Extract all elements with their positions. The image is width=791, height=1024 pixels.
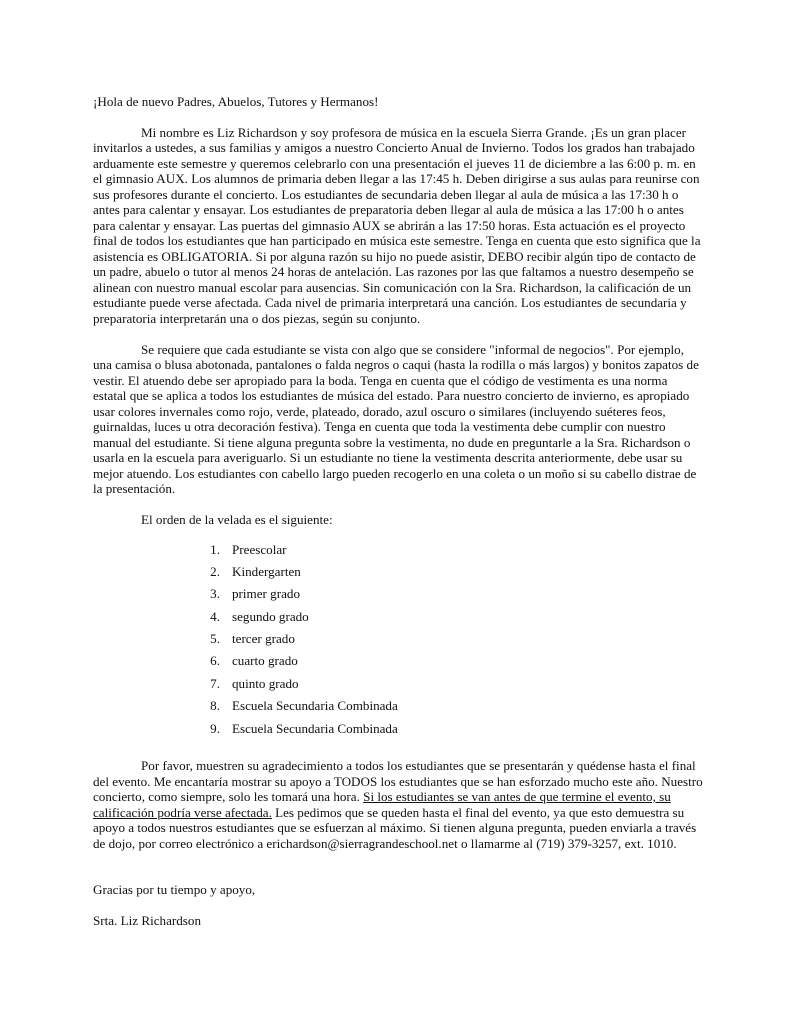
list-item-number: 5. [210,631,220,647]
list-item-label: quinto grado [232,675,299,691]
list-item [205,631,703,653]
paragraph-dress-code: Se requiere que cada estudiante se vista con algo que se considere "informal de negocios". Por ejemplo, una camisa o blusa abotonada, pantalones o falda negros o caqui (hasta la rodilla o más largos) y bonitos zapatos de vestir. El atuendo debe ser apropiado para la boda. Tenga en cuenta que el código de vestimenta es una norma estatal que se aplica a todos los estudiantes de música del estado. Para nuestro concierto de invierno, es apropiado usar colores invernales como rojo, verde, plateado, dorado, azul oscuro o similares (incluyendo suéteres feos, guirnaldas, luces u otra decoración festiva). Tenga en cuenta que toda la vestimenta debe cumplir con nuestro manual del estudiante. Si tiene alguna pregunta sobre la vestimenta, no dude en preguntarle a la Sra. Richardson o usarla en la escuela para averiguarlo. Si un estudiante no tiene la vestimenta descrita anteriormente, debe usar su mejor atuendo. Los estudiantes con cabello largo pueden recogerlo en una coleta o un moño si su cabello distrae de la presentación. [93,341,699,496]
list-item [205,564,703,586]
list-item [205,586,703,608]
list-item [205,542,703,564]
list-item-number: 9. [210,720,220,736]
paragraph-concert-intro: Mi nombre es Liz Richardson y soy profesora de música en la escuela Sierra Grande. ¡Es un gran placer invitarlos a ustedes, a sus familias y amigos a nuestro Concierto Anual de Invierno. Todos los grados han trabajado arduamente este semestre y queremos celebrarlo con una presentación el jueves 11 de diciembre a las 6:00 p. m. en el gimnasio AUX. Los alumnos de primaria deben llegar a las 17:45 h. Deben dirigirse a sus aulas para reunirse con sus profesores durante el concierto. Los estudiantes de secundaria deben llegar al aula de música a las 17:30 h o antes para calentar y ensayar. Los estudiantes de preparatoria deben llegar al aula de música a las 17:00 h o antes para calentar y ensayar. Las puertas del gimnasio AUX se abrirán a las 17:50 horas. Esta actuación es el proyecto final de todos los estudiantes que han participado en música este semestre. Tenga en cuenta que esto significa que la asistencia es OBLIGATORIA. Si por alguna razón su hijo no puede asistir, DEBO recibir algún tipo de contacto de un padre, abuelo o tutor al menos 24 horas de antelación. Las razones por las que faltamos a nuestro desempeño se alinean con nuestro manual escolar para ausencias. Sin comunicación con la Sra. Richardson, la calificación de un estudiante puede verse afectada. Cada nivel de primaria interpretará una canción. Los estudiantes de secundaria y preparatoria interpretarán una o dos piezas, según su conjunto. [93,124,701,326]
list-item-label: Escuela Secundaria Combinada [232,720,398,736]
list-item-label: Escuela Secundaria Combinada [232,698,398,714]
list-item [205,653,703,675]
signature: Srta. Liz Richardson [93,913,201,929]
list-item-label: Kindergarten [232,563,301,579]
list-item [205,676,703,698]
order-list [93,542,703,744]
list-item-number: 1. [210,541,220,557]
list-item-number: 4. [210,608,220,624]
list-item-number: 7. [210,675,220,691]
list-item-number: 8. [210,698,220,714]
list-item-number: 6. [210,653,220,669]
list-item-number: 2. [210,563,220,579]
paragraph-attendance [93,758,703,851]
list-item-label: cuarto grado [232,653,298,669]
list-item [205,609,703,631]
paragraph-attendance-text: Por favor, muestren su agradecimiento a todos los estudiantes que se presentarán y quédense hasta el final del evento. Me encantaría mostrar su apoyo a TODOS los estudiantes que se han esforzado mucho este año. Nuestro concierto, como siempre, solo les tomará una hora. [93,758,703,805]
closing: Gracias por tu tiempo y apoyo, [93,882,256,898]
letter-page [93,94,703,929]
paragraph-attendance-contact: Les pedimos que se queden hasta el final del evento, ya que esto demuestra su apoyo a todos nuestros estudiantes que se esfuerzan al máximo. Si tienen alguna pregunta, pueden enviarla a través de dojo, por correo electrónico a erichardson@sierragrandeschool.net o llamarme al (719) 379-3257, ext. 1010. [93,804,697,851]
list-item [205,698,703,720]
list-item-label: Preescolar [232,541,287,557]
list-item-label: primer grado [232,586,300,602]
list-item-label: segundo grado [232,608,309,624]
list-item-label: tercer grado [232,631,295,647]
list-item-number: 3. [210,586,220,602]
list-item [205,721,703,743]
order-intro: El orden de la velada es el siguiente: [141,512,333,527]
greeting: ¡Hola de nuevo Padres, Abuelos, Tutores y Hermanos! [93,94,379,109]
grade-warning: Si los estudiantes se van antes de que termine el evento, su calificación podría verse afectada. [93,789,671,820]
